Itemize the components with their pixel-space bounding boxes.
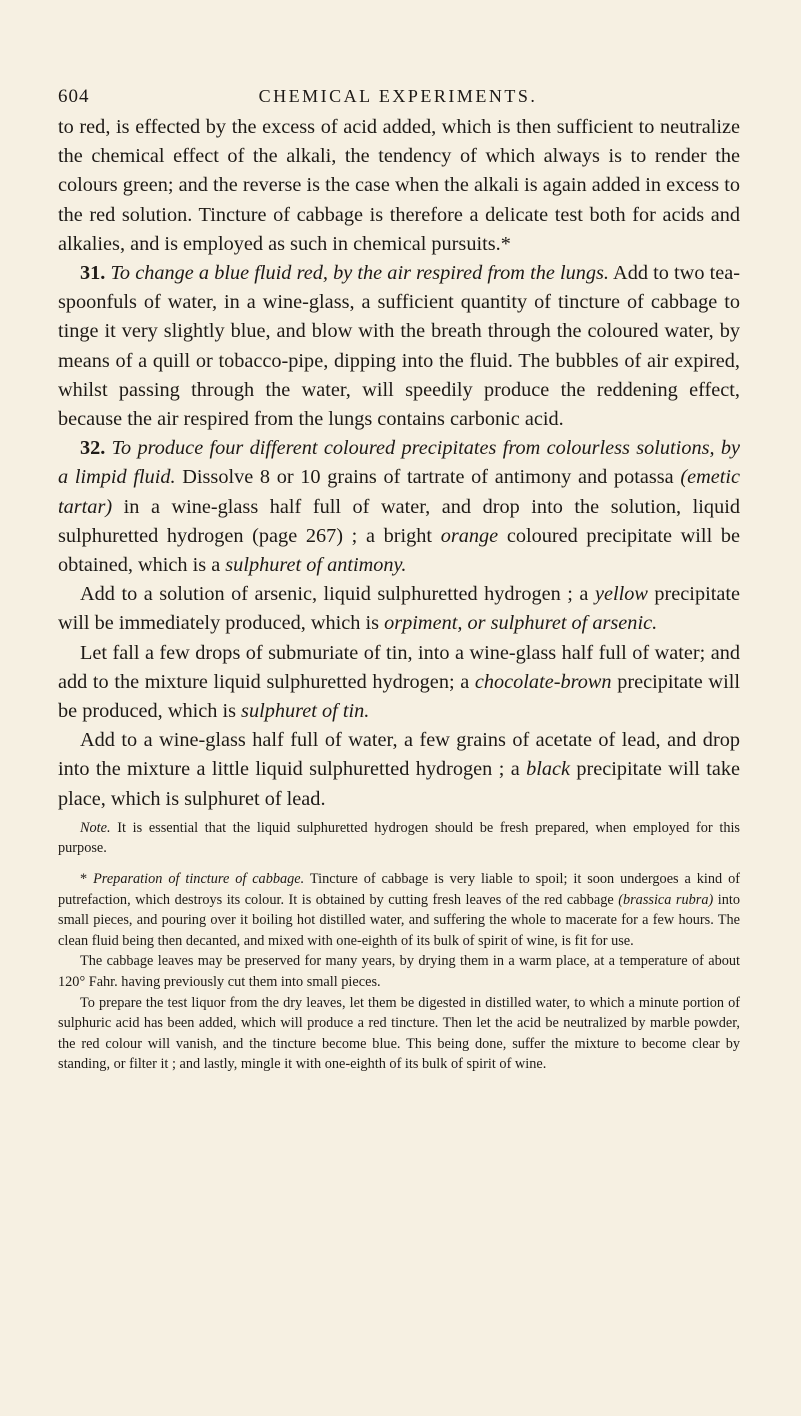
body-paragraph — [58, 434, 740, 580]
italic-text: To change a blue fluid red, by the air respired from the lungs. — [110, 262, 610, 285]
running-title: CHEMICAL EXPERIMENTS. — [258, 86, 538, 106]
text-run: Add to a wine-glass half full of water, a few grains of acetate of lead, and drop into the mixture a little liquid sulphuretted hydrogen ; a — [58, 729, 740, 781]
text-run: The cabbage leaves may be preserved for many years, by drying them in a warm place, at a temperature of about 120° Fahr. having previously cut them into small pieces. — [58, 953, 740, 991]
page-body — [58, 113, 740, 1075]
italic-text: sulphuret of tin. — [241, 700, 370, 723]
italic-text: Note. — [80, 819, 111, 836]
text-run: precipitate will be immediately produced, which is — [58, 583, 740, 635]
body-paragraph — [58, 726, 740, 814]
italic-text: Preparation of tincture of cabbage. — [93, 871, 305, 888]
text-run: Let fall a few drops of submuriate of tin, into a wine-glass half full of water; and add to the mixture liquid sulphuretted hydrogen; a — [58, 641, 740, 693]
section-number: 32. — [80, 437, 112, 460]
italic-text: black — [526, 758, 570, 781]
body-paragraph — [58, 259, 740, 434]
italic-text: chocolate-brown — [474, 670, 612, 693]
page-number: 604 — [58, 86, 90, 107]
text-run: To prepare the test liquor from the dry leaves, let them be digested in distilled water, to which a minute portion of sulphuric acid has been added, which will produce a red tincture. Then let the acid be neutralized by marble powder, the red colour will vanish, and the tincture become blue. This being done, suffer the mixture to become clear by standing, or filter it ; and lastly, mingle it with one-eighth of its bulk of spirit of wine. — [58, 994, 740, 1073]
italic-text: sulphuret of antimony. — [225, 554, 407, 577]
text-run: precipitate will take place, which is sulphuret of lead. — [58, 758, 740, 810]
italic-text: orpiment, or sulphuret of arsenic. — [384, 612, 658, 635]
text-run: * — [80, 871, 94, 888]
text-run: coloured precipitate will be obtained, which is a — [58, 524, 740, 577]
text-run: Add to a solution of arsenic, liquid sulphuretted hydrogen ; a — [80, 583, 595, 606]
footnote-paragraph — [58, 869, 740, 951]
text-run: into small pieces, and pouring over it boiling hot distilled water, and suffering the whole to macerate for a few hours. The clean fluid being then decanted, and mixed with one-eighth of its bulk of spirit of wine, is fit for use. — [58, 891, 740, 949]
text-run: in a wine-glass half full of water, and drop into the solution, liquid sulphuretted hydrogen (page 267) ; a bright — [58, 495, 740, 547]
italic-text: (emetic tartar) — [58, 466, 740, 518]
italic-text: To produce four different coloured precipitates from colourless solutions, by a limpid fluid. — [58, 437, 740, 489]
running-header — [58, 86, 738, 110]
text-run: Dissolve 8 or 10 grains of tartrate of antimony and potassa — [175, 466, 681, 489]
text-run: precipitate will be produced, which is — [58, 670, 740, 723]
text-run: Add to two tea-spoonfuls of water, in a wine-glass, a sufficient quantity of tincture of cabbage to tinge it very slightly blue, and blow with the breath through the coloured water, by means of a quill or tobacco-pipe, dipping into the fluid. The bubbles of air expired, whilst passing through the water, will speedily produce the reddening effect, because the air respired from the lungs contains carbonic acid. — [58, 262, 740, 431]
footnote-paragraph — [58, 993, 740, 1075]
body-paragraph — [58, 113, 740, 259]
body-paragraph — [58, 639, 740, 727]
italic-text: yellow — [594, 583, 648, 606]
text-run: It is essential that the liquid sulphuretted hydrogen should be fresh prepared, when employed for this purpose. — [58, 819, 740, 857]
italic-text: orange — [440, 524, 499, 547]
note-paragraph — [58, 818, 740, 859]
italic-text: (brassica rubra) — [618, 891, 714, 908]
section-number: 31. — [80, 262, 111, 285]
footnote-paragraph — [58, 951, 740, 992]
text-run: Tincture of cabbage is very liable to spoil; it soon undergoes a kind of putrefaction, which destroys its colour. It is obtained by cutting fresh leaves of the red cabbage — [58, 871, 740, 908]
body-paragraph — [58, 580, 740, 638]
text-run: to red, is effected by the excess of acid added, which is then sufficient to neutralize the chemical effect of the alkali, the tendency of which always is to render the colours green; and the reverse is the case when the alkali is again added in excess to the red solution. Tincture of cabbage is therefore a delicate test both for acids and alkalies, and is employed as such in chemical pursuits.* — [58, 116, 740, 255]
